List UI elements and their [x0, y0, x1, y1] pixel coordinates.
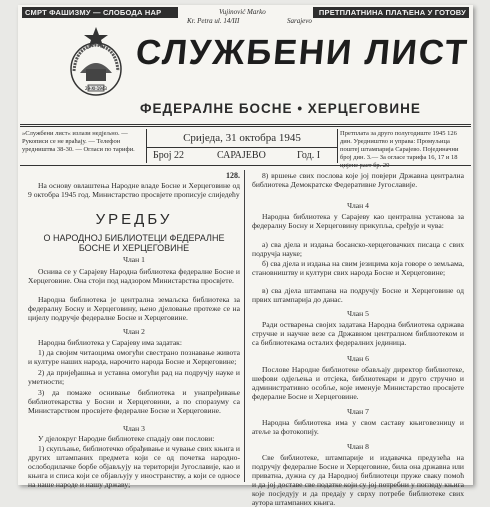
article-paragraph: 3) да помаже оснивање библиотека и унапређивање библиотекарства у Босни и Херцеговини, а по споразуму са Министарством просвјете федералне Босне и Херцеговине.: [28, 388, 240, 415]
article-paragraph: 1) скупљање, библиотечко обрађивање и чување свих књига и других штампаних предмета који се од почетка народно-ослободилачке борбе објављују на територији Југославије, као и књига и списа који се објављују у иностранству, а који се односе на наше народе и нашу државу;: [28, 444, 240, 489]
decree-heading: УРЕДБУ: [95, 211, 173, 228]
state-emblem: [66, 23, 126, 105]
article-title: Члан 3: [123, 424, 145, 433]
column-divider: [244, 170, 245, 482]
article-paragraph: У дјелокруг Народне библиотеке спадају ови послови:: [38, 434, 215, 443]
emblem-icon: [66, 23, 126, 105]
publication-subtitle: ФЕДЕРАЛНЕ БОСНЕ • ХЕРЦЕГОВИНЕ: [140, 101, 421, 116]
decree-subheading: О НАРОДНОЈ БИБЛИОТЕЦИ ФЕДЕРАЛНЕ БОСНЕ И ХЕРЦЕГОВИНЕ: [43, 233, 225, 253]
publication-notice: »Службени лист« излази недјељно. — Рукописи се не враћају. — Телефон уредништва 38-30. — Огласи по тарифи.: [22, 130, 135, 153]
article-paragraph: Послове Народне библиотеке обављају директор библиотеке, шефови одјељења и отсјека, библиотекари и друго стручно и административно особље, које именује Министарство просвјете федералне Босне и Херцеговине.: [252, 365, 464, 401]
article-paragraph: Народна библиотека је централна земаљска библиотека за федералну Босну и Херцеговину, њено дјеловање протеже се на цијелу подручје федералне Босне и Херцеговине.: [28, 295, 240, 322]
article-paragraph: Народна библиотека има у свом саставу књиговезницу и атеље за фотокопију.: [252, 418, 464, 436]
divider: [20, 126, 471, 127]
article-paragraph: б) сва дјела и издања на свим језицима која говоре о земљама, становништву и култури свих народа Босне и Херцеговине;: [252, 259, 464, 277]
subscription-info: Претплата за друго полугодиште 1945 126 дин. Уредништво и управа: Промуљица поштеј штампарија Сарајево. Појединачни број дин. 3.— За огласе тарифа 16, 17 и 18: [340, 130, 459, 161]
article-title: Члан 8: [347, 442, 369, 451]
article-title: Члан 5: [347, 309, 369, 318]
article-paragraph: Све библиотеке, штампарије и издавачка предузећа на подручју федералне Босне и Херцеговине, била она државна или приватна, дужна су да Народној библиотеци пруже сваку помоћ и да јој доставе све податке који су јој потребни у погледу књига које посједују и да предају у сврху потребе библиотеке свих аутора штампаних књига.: [252, 453, 464, 507]
article-paragraph: 2) да пријеђашња и уставна омогући рад на подручју науке и уметности;: [28, 368, 240, 386]
article-title: Члан 4: [347, 201, 369, 210]
document-page: [18, 5, 473, 507]
left-banner: СМРТ ФАШИЗМУ — СЛОБОДА НАР: [22, 7, 178, 18]
issue-year: Год. I: [297, 150, 321, 161]
article-title: Члан 7: [347, 407, 369, 416]
editor-name: Vujinović Marko: [219, 8, 266, 16]
document-number: 128.: [226, 171, 240, 180]
article-paragraph: Народна библиотека у Сарајеву има задатак:: [38, 338, 182, 347]
article-paragraph: а) сва дјела и издања босанско-херцеговачких писаца с свих подручја науке;: [252, 240, 464, 258]
article-paragraph: 8) вршење свих послова које јој повјери Државна централна библиотека Демократске Федеративне Југославије.: [252, 171, 464, 189]
divider: [20, 124, 471, 125]
article-paragraph: Ради остварења својих задатака Народна библиотека одржава стручне и научне везе са Државном централном библиотеком и са библиотекама осталих федералних јединица.: [252, 320, 464, 347]
divider: [20, 165, 471, 166]
svg-text:29-XI-1943: 29-XI-1943: [85, 86, 107, 91]
publication-title: СЛУЖБЕНИ ЛИСТ: [134, 33, 471, 72]
top-bar: [22, 7, 469, 25]
article-paragraph: Народна библиотека у Сарајеву као централна установа за федералну Босну и Херцеговину прикупља, сређује и чува:: [252, 212, 464, 230]
editor-city: Sarajevo: [287, 17, 312, 25]
article-title: Члан 1: [123, 255, 145, 264]
intro-paragraph: На основу овлаштења Народне владе Босне и Херцеговине од 9 октобра 1945 год. Министарство просвјете прописује слиједећу: [28, 181, 240, 199]
issue-place: САРАЈЕВО: [217, 150, 266, 161]
article-paragraph: в) сва дјела штампана на подручју Босне и Херцеговине од првих штампарија до данас.: [252, 286, 464, 304]
article-paragraph: 1) да својим читаоцима омогући свестрано познавање живота и културе наших народа, нарочито народа Босне и Херцеговине;: [28, 348, 240, 366]
issue-box: [146, 129, 338, 163]
article-title: Члан 2: [123, 327, 145, 336]
right-banner: ПРЕТПЛАТНИНА ПЛАЋЕНА У ГОТОВУ: [313, 7, 469, 18]
issue-date: Сриједа, 31 октобра 1945: [183, 132, 301, 144]
issue-line: [147, 147, 337, 162]
editor-address: Kr. Petra ul. 14/III: [187, 17, 240, 25]
issue-number: Број 22: [153, 150, 185, 161]
article-paragraph: Оснива се у Сарајеву Народна библиотека федералне Босне и Херцеговине. Она стоји под надзором Министарства просвјете.: [28, 267, 240, 285]
article-title: Члан 6: [347, 354, 369, 363]
